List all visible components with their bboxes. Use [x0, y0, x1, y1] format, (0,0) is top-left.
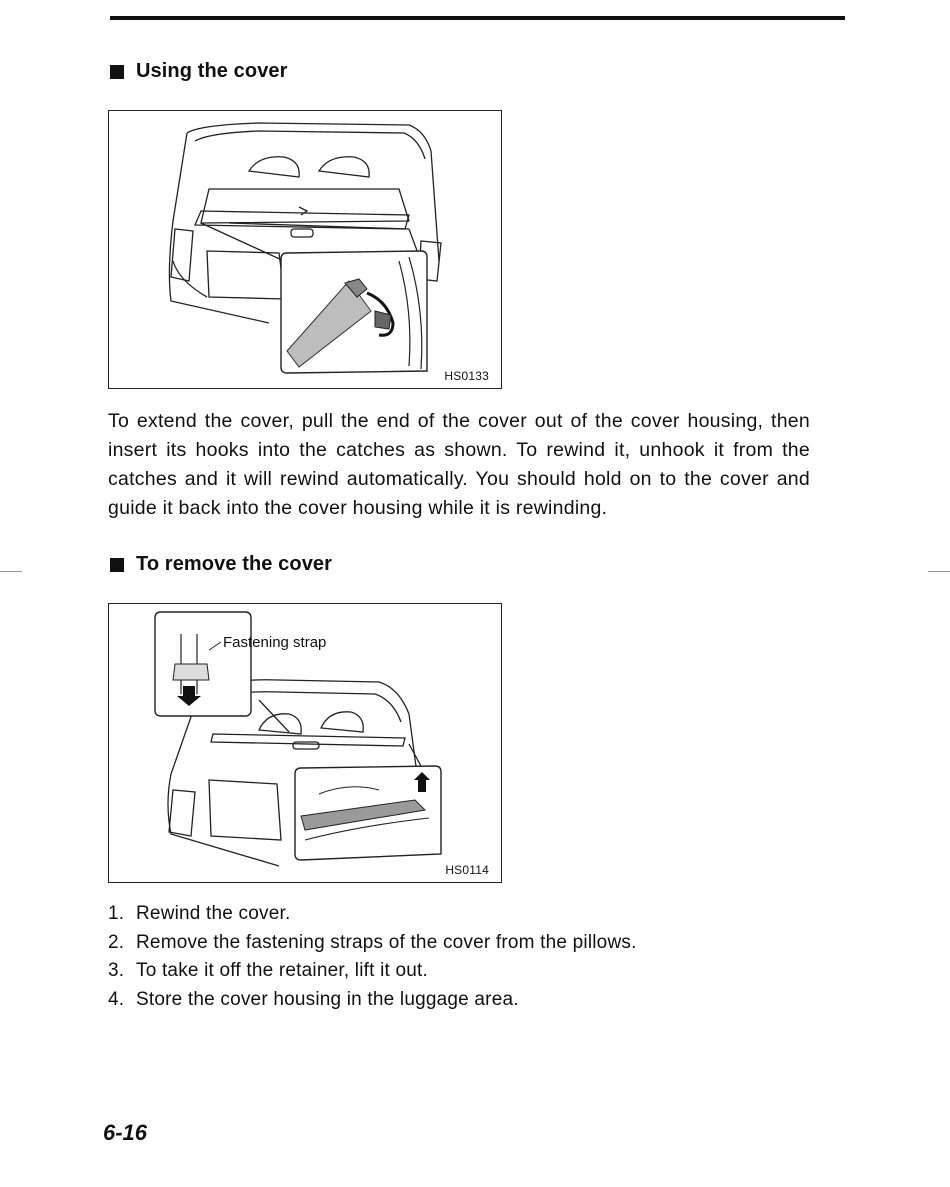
- list-item: [108, 986, 637, 1015]
- instruction-paragraph: To extend the cover, pull the end of the cover out of the cover housing, then insert its hooks into the catches as shown. To rewind it, unhook it from the catches and it will rewind automatically. You should hold on to the cover and guide it back into the cover housing while it is rewinding.: [108, 410, 810, 519]
- list-item: [108, 929, 637, 958]
- step-number: 4.: [108, 988, 125, 1010]
- page-number: 6-16: [103, 1120, 148, 1145]
- step-text: Remove the fastening straps of the cover from the pillows.: [136, 931, 637, 953]
- top-rule: [110, 16, 845, 20]
- square-bullet-icon: [110, 558, 124, 572]
- step-text: To take it off the retainer, lift it out.: [136, 960, 428, 981]
- step-number: 3.: [108, 960, 125, 981]
- square-bullet-icon: [110, 65, 124, 79]
- step-text: Rewind the cover.: [136, 903, 291, 924]
- section-heading-text: To remove the cover: [136, 553, 333, 575]
- step-number: 1.: [108, 903, 125, 924]
- crop-mark-left: [0, 571, 22, 572]
- figure-code: HS0133: [444, 369, 489, 383]
- fastening-strap-label: Fastening strap: [223, 634, 327, 651]
- step-text: Store the cover housing in the luggage area.: [136, 988, 519, 1010]
- section-heading-using-cover: [110, 60, 288, 83]
- section-heading-remove-cover: [110, 553, 332, 576]
- section-heading-text: Using the cover: [136, 60, 288, 82]
- cargo-area-cover-illustration: [109, 111, 503, 390]
- crop-mark-right: [928, 571, 950, 572]
- figure-using-cover: [108, 110, 502, 389]
- step-number: 2.: [108, 931, 125, 953]
- list-item: [108, 957, 637, 986]
- figure-remove-cover: [108, 603, 502, 883]
- removal-steps-list: [108, 900, 637, 1014]
- figure-code: HS0114: [445, 863, 489, 877]
- list-item: [108, 900, 637, 929]
